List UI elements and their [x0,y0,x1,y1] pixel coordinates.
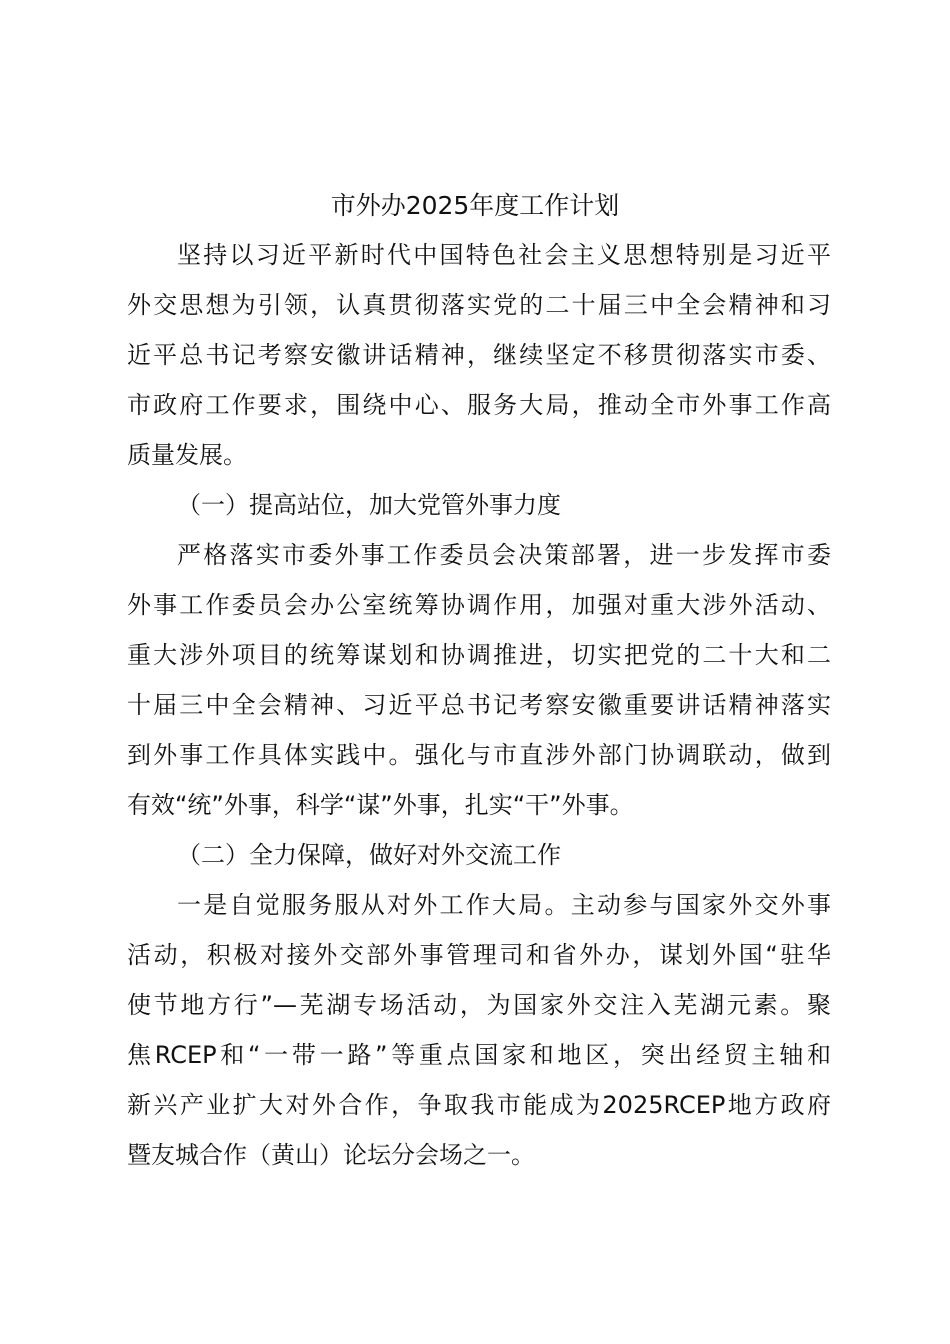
text-line: 一是自觉服务服从对外工作大局。主动参与国家外交外事 [177,891,831,919]
paragraph [127,884,831,1184]
text-line: 严格落实市委外事工作委员会决策部署，进一步发挥市委 [177,541,831,569]
text-line: 外交思想为引领，认真贯彻落实党的二十届三中全会精神和习 [127,291,831,319]
document-body [127,234,831,1184]
section-heading [127,834,831,884]
section-heading [127,484,831,534]
text-line: 十届三中全会精神、习近平总书记考察安徽重要讲话精神落实 [127,691,831,719]
text-line: （二）全力保障，做好对外交流工作 [177,841,561,869]
text-line: 质量发展。 [127,441,247,469]
text-line: （一）提高站位，加大党管外事力度 [177,491,561,519]
text-line: 外事工作委员会办公室统筹协调作用，加强对重大涉外活动、 [127,591,831,619]
paragraph [127,534,831,834]
text-line: 市政府工作要求，围绕中心、服务大局，推动全市外事工作高 [127,391,831,419]
text-line: 新兴产业扩大对外合作，争取我市能成为2025RCEP地方政府 [127,1091,831,1119]
text-line: 重大涉外项目的统筹谋划和协调推进，切实把党的二十大和二 [127,641,831,669]
text-line: 到外事工作具体实践中。强化与市直涉外部门协调联动，做到 [127,741,831,769]
document-title: 市外办2025年度工作计划 [330,191,620,220]
paragraph [127,234,831,484]
text-line: 焦RCEP和“一带一路”等重点国家和地区，突出经贸主轴和 [127,1041,831,1069]
text-line: 使节地方行”—芜湖专场活动，为国家外交注入芜湖元素。聚 [127,991,831,1019]
text-line: 活动，积极对接外交部外事管理司和省外办，谋划外国“驻华 [127,941,831,969]
text-line: 有效“统”外事，科学“谋”外事，扎实“干”外事。 [127,791,634,819]
text-line: 坚持以习近平新时代中国特色社会主义思想特别是习近平 [177,241,831,269]
text-line: 暨友城合作（黄山）论坛分会场之一。 [127,1141,535,1169]
text-line: 近平总书记考察安徽讲话精神，继续坚定不移贯彻落实市委、 [127,341,831,369]
